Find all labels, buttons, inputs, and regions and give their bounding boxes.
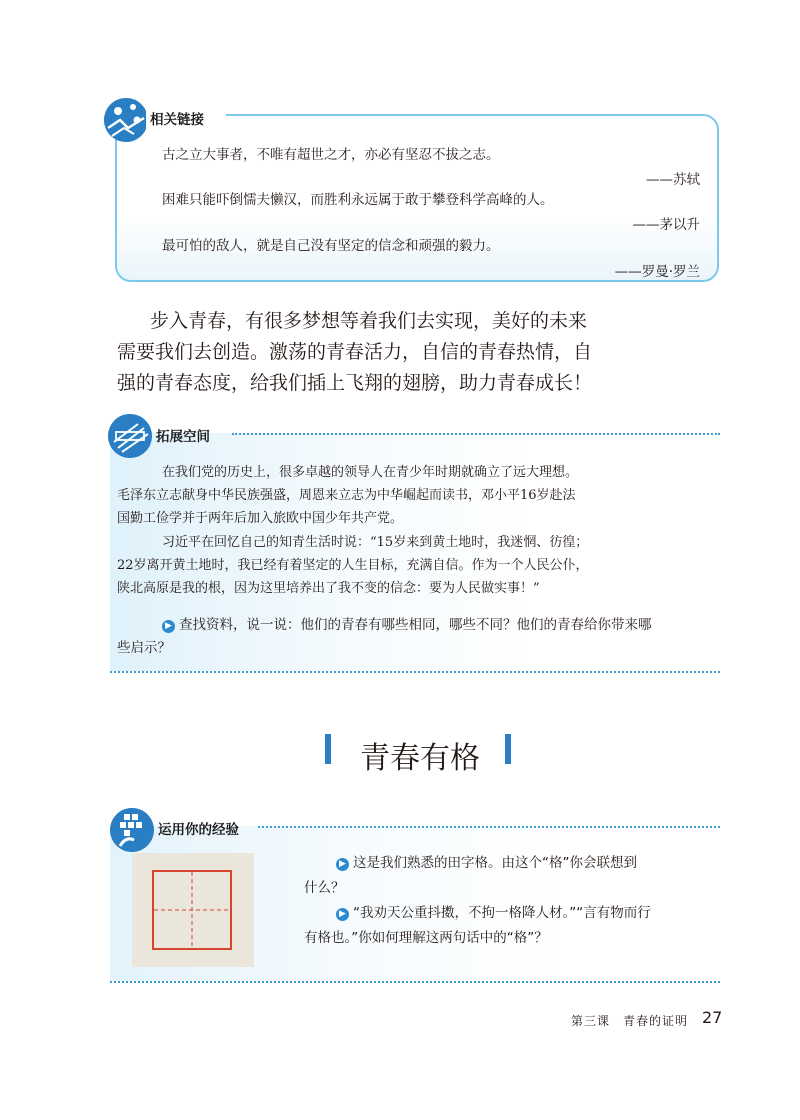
expansion-question-line-1 bbox=[162, 614, 652, 636]
experience-q1-line-2: 什么？ bbox=[304, 880, 345, 896]
page-number: 27 bbox=[702, 1008, 723, 1027]
intro-line-1: 步入青春，有很多梦想等着我们去实现，美好的未来 bbox=[150, 310, 588, 332]
arrow-right-icon: ▶ bbox=[336, 908, 349, 921]
experience-q2-text: “我劝天公重抖擞，不拘一格降人材。”“言有物而行 bbox=[353, 905, 651, 921]
quote-1: 古之立大事者，不唯有超世之才，亦必有坚忍不拔之志。 bbox=[162, 147, 500, 163]
footer-lesson: 第三课 青春的证明 bbox=[570, 1014, 688, 1028]
expansion-question-line-2: 些启示？ bbox=[117, 640, 171, 656]
expansion-line-1: 在我们党的历史上，很多卓越的领导人在青少年时期就确立了远大理想。 bbox=[162, 465, 579, 480]
experience-q2-line-2: 有格也。”你如何理解这两句话中的“格”？ bbox=[304, 930, 548, 946]
expansion-question-text: 查找资料，说一说：他们的青春有哪些相同，哪些不同？他们的青春给你带来哪 bbox=[179, 617, 652, 633]
arrow-right-icon: ▶ bbox=[336, 858, 349, 871]
expansion-line-2: 毛泽东立志献身中华民族强盛，周恩来立志为中华崛起而读书，邓小平16岁赴法 bbox=[117, 488, 576, 503]
experience-q2-line-1 bbox=[336, 902, 651, 924]
intro-line-3: 强的青春态度，给我们插上飞翔的翅膀，助力青春成长！ bbox=[117, 372, 593, 394]
experience-title: 运用你的经验 bbox=[158, 822, 239, 838]
tianzige-grid bbox=[152, 870, 232, 950]
experience-bottom-dots bbox=[110, 981, 720, 983]
arrow-right-icon: ▶ bbox=[162, 620, 175, 633]
experience-top-dots bbox=[258, 826, 720, 828]
expansion-bottom-dots bbox=[110, 671, 720, 673]
expansion-top-dots bbox=[232, 433, 720, 435]
expansion-line-6: 陕北高原是我的根，因为这里培养出了我不变的信念：要为人民做实事！” bbox=[117, 581, 540, 596]
experience-q1-line-1 bbox=[336, 852, 637, 874]
quote-3: 最可怕的敌人，就是自己没有坚定的信念和顽强的毅力。 bbox=[162, 238, 500, 254]
quote-2: 困难只能吓倒懦夫懒汉，而胜利永远属于敢于攀登科学高峰的人。 bbox=[162, 192, 554, 208]
experience-icon bbox=[110, 808, 154, 852]
quote-1-author: ——苏轼 bbox=[646, 172, 700, 188]
expansion-line-5: 22岁离开黄土地时，我已经有着坚定的人生目标，充满自信。作为一个人民公仆， bbox=[117, 558, 589, 573]
links-title: 相关链接 bbox=[150, 112, 204, 128]
quote-3-author: ——罗曼·罗兰 bbox=[614, 264, 700, 280]
expansion-line-4: 习近平在回忆自己的知青生活时说：“15岁来到黄土地时，我迷惘、彷徨； bbox=[162, 535, 589, 550]
expansion-line-3: 国勤工俭学并于两年后加入旅欧中国少年共产党。 bbox=[117, 511, 404, 526]
expansion-title: 拓展空间 bbox=[156, 429, 210, 445]
experience-q1-text: 这是我们熟悉的田字格。由这个“格”你会联想到 bbox=[353, 855, 637, 871]
section-heading: 青春有格 bbox=[360, 741, 480, 776]
expansion-icon bbox=[108, 414, 152, 458]
intro-line-2: 需要我们去创造。激荡的青春活力，自信的青春热情，自 bbox=[117, 341, 593, 363]
quote-2-author: ——茅以升 bbox=[632, 217, 700, 233]
heading-bar-right bbox=[505, 734, 511, 764]
related-links-icon bbox=[104, 98, 148, 142]
tianzige-image bbox=[132, 853, 254, 967]
